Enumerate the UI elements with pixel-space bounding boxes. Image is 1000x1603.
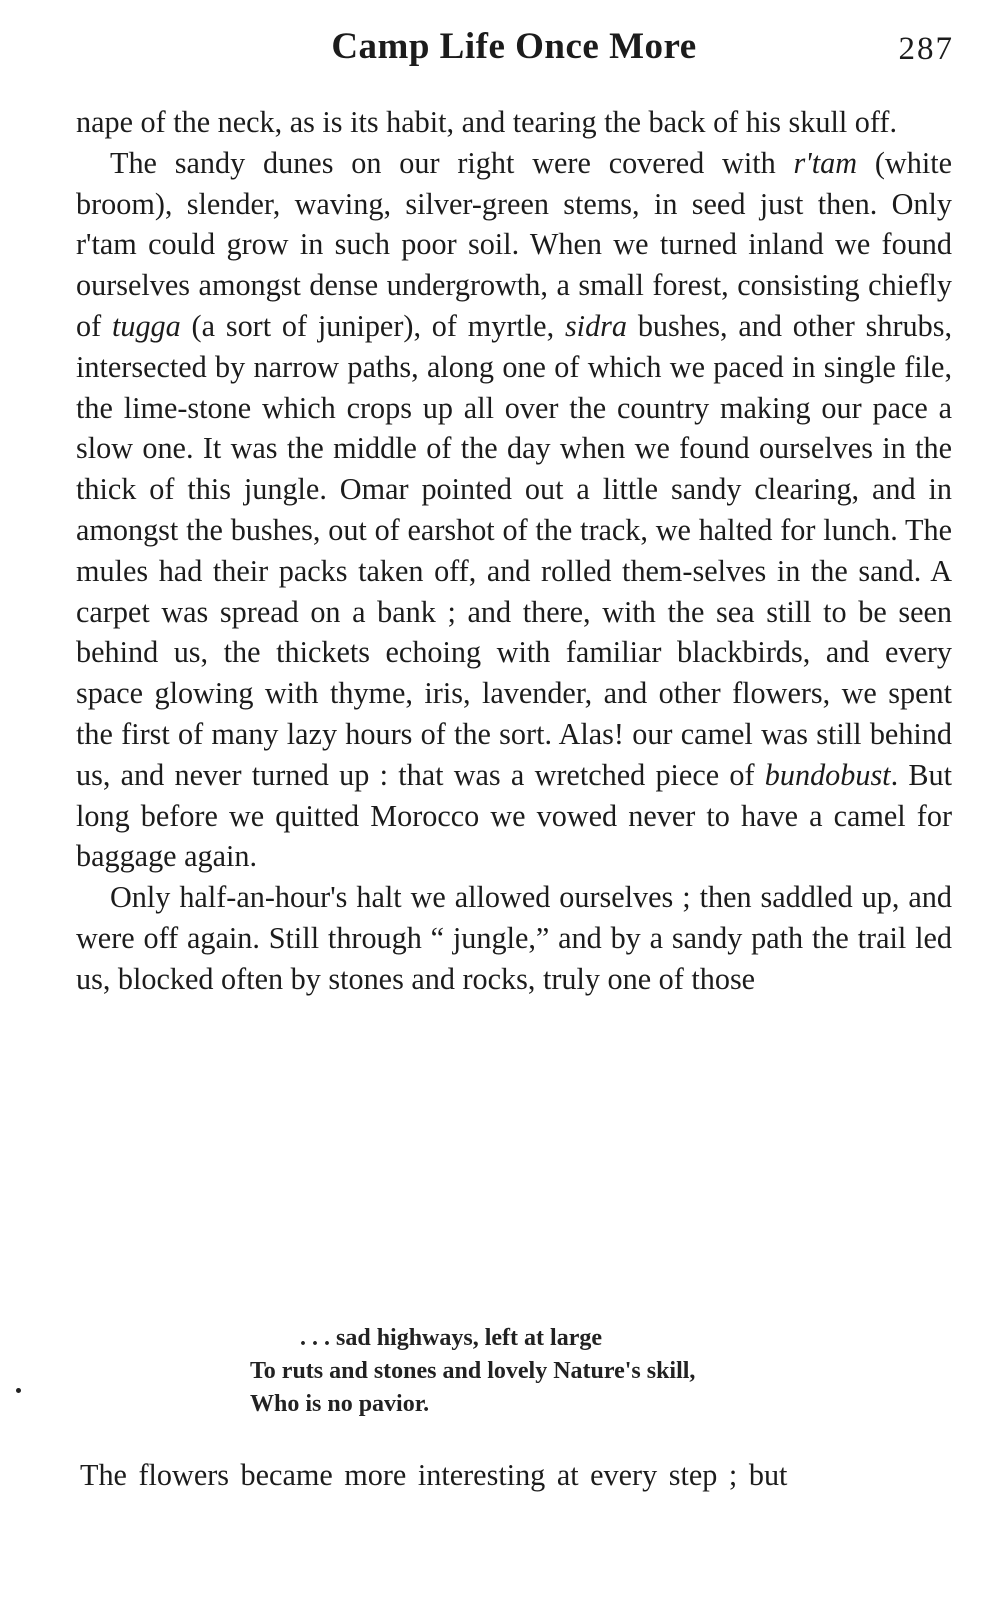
page-number: 287 [898, 31, 954, 67]
verse-line-1: . . . sad highways, left at large [300, 1325, 602, 1351]
margin-mark [16, 1388, 21, 1393]
body-text [76, 102, 952, 1000]
verse-line-2: To ruts and stones and lovely Nature's skill, [250, 1358, 696, 1384]
text-run: The sandy dunes on our right were covered with [110, 145, 794, 180]
paragraph-3 [76, 877, 952, 999]
italic-term: sidra [564, 308, 628, 343]
text-run: nape of the neck, as is its habit, and tearing the back of his skull off. [76, 105, 898, 139]
running-head [74, 22, 954, 72]
paragraph-2 [76, 143, 952, 877]
continuation-line: The flowers became more interesting at every step ; but [80, 1458, 788, 1492]
text-run: (white broom), slender, waving, silver-green stems, in seed just then. Only r'tam could grow in such poor soil. When we turned inland we found ourselves amongst dense undergrowth, a small forest, consisting chiefly of [76, 145, 952, 343]
verse-line-3: Who is no pavior. [250, 1391, 430, 1417]
text-run: (a sort of juniper), of myrtle, [180, 308, 565, 343]
italic-term: r'tam [793, 145, 858, 180]
italic-term: tugga [111, 308, 181, 343]
text-run: bushes, and other shrubs, intersected by narrow paths, along one of which we paced in single file, the lime-stone which crops up all over the country making our pace a slow one. It was the middle of the day when we found ourselves in the thick of this jungle. Omar pointed out a little sandy clearing, and in amongst the bushes, out of earshot of the track, we halted for lunch. The mules had their packs taken off, and rolled them-selves in the sand. A carpet was spread on a bank ; and there, with the sea still to be seen behind us, the thickets echoing with familiar blackbirds, and every space glowing with thyme, iris, lavender, and other flowers, we spent the first of many lazy hours of the sort. Alas! our camel was still behind us, and never turned up : that was a wretched piece of [76, 308, 952, 792]
italic-term: bundobust [764, 757, 891, 792]
verse-quotation [250, 1322, 890, 1421]
text-run: . But long before we quitted Morocco we vowed never to have a camel for baggage again. [76, 757, 952, 874]
paragraph-1 [76, 102, 952, 143]
chapter-title: Camp Life Once More [331, 26, 697, 67]
text-run: Only half-an-hour's halt we allowed ourselves ; then saddled up, and were off again. Still through “ jungle,” and by a sandy path the trail led us, blocked often by stones and rocks, truly one of those [76, 880, 952, 996]
